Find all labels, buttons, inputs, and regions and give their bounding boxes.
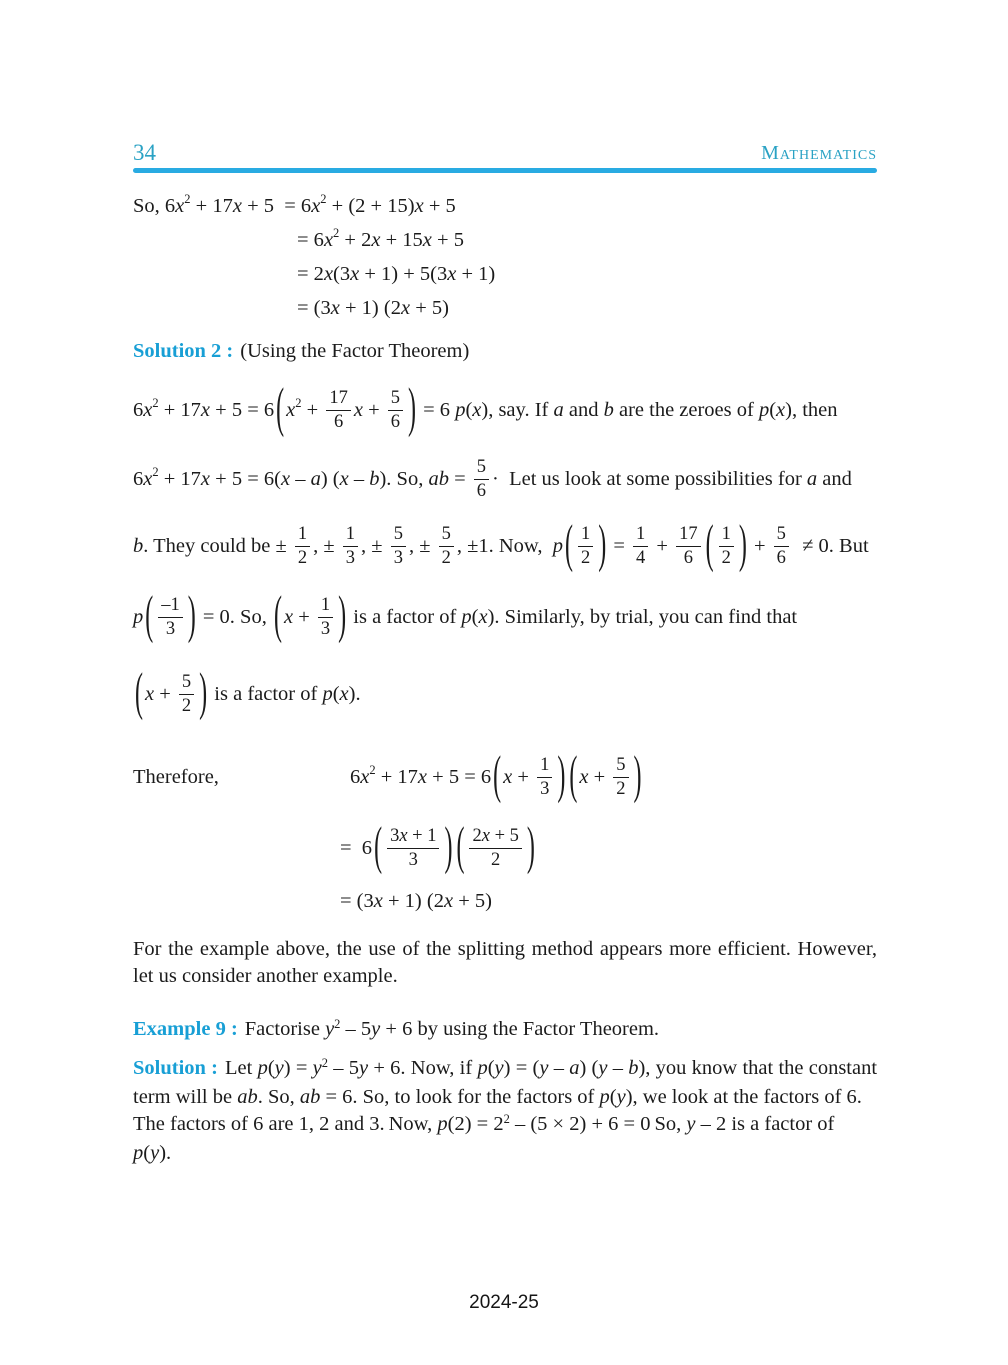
math-text: + (301, 399, 324, 421)
math-variable: x (280, 468, 291, 490)
math-text: Now, (388, 1113, 438, 1135)
math-variable: p (552, 535, 563, 557)
solution-text (133, 1057, 877, 1108)
denominator: 2 (441, 548, 451, 568)
math-text: + 5 (423, 195, 456, 217)
math-text: , ± (313, 535, 340, 557)
math-text: 3 (390, 826, 400, 846)
paren-left: ( (493, 747, 502, 805)
math-variable: x (399, 826, 408, 846)
denominator: 2 (491, 850, 501, 870)
math-variable: x (353, 399, 363, 421)
math-variable: x (200, 468, 211, 490)
numerator: 1 (578, 524, 593, 547)
denominator: 2 (580, 548, 591, 568)
fraction (537, 755, 552, 800)
math-variable: a (310, 468, 321, 490)
superscript: 2 (295, 396, 302, 410)
now-line (389, 1113, 651, 1135)
numerator: 5 (388, 388, 403, 411)
denominator: 3 (320, 619, 331, 639)
running-head: Mathematics (761, 142, 877, 164)
math-variable: p (133, 1142, 144, 1164)
math-text: is a factor of (209, 683, 323, 705)
math-text: · Let us look at some possibilities for (492, 468, 807, 490)
paren-right: ) (557, 747, 566, 805)
math-text: ), then (785, 399, 838, 421)
math-text: = 6. So, to look for the factors of (320, 1086, 600, 1108)
math-text: Let (225, 1057, 258, 1079)
denominator: 3 (165, 619, 176, 639)
paren-right: ) (338, 587, 347, 645)
math-variable: y (686, 1113, 696, 1135)
math-variable: x (417, 766, 428, 788)
math-text: ). (159, 1142, 172, 1164)
fraction (158, 595, 183, 640)
example9-line (133, 1016, 877, 1045)
math-text: – 2 is a factor of (695, 1113, 835, 1135)
numerator: 1 (318, 595, 333, 618)
math-text: ) = ( (503, 1057, 540, 1079)
fraction (326, 388, 351, 433)
fraction (318, 595, 333, 640)
fraction (391, 524, 406, 569)
math-text: + 5 = 6 (210, 399, 275, 421)
paren-right: ) (444, 818, 453, 876)
page-header (133, 141, 877, 165)
math-variable: x (400, 297, 411, 319)
math-text: = 6 (418, 399, 456, 421)
math-text: + 5 (489, 826, 519, 846)
math-text: + (293, 606, 315, 628)
math-text: So, (654, 1113, 687, 1135)
fraction (676, 524, 701, 569)
paren-left: ( (374, 818, 383, 876)
math-text: + 6. Now, if (368, 1057, 478, 1079)
solution2-heading (133, 338, 877, 364)
superscript: 2 (152, 465, 159, 479)
math-text: = 0. So, (197, 606, 272, 628)
math-text: and (817, 468, 852, 490)
math-text: ). So, (379, 468, 429, 490)
equation-line-d1 (350, 747, 644, 805)
fraction (719, 524, 734, 569)
header-rule (133, 168, 877, 173)
paren-right: ) (598, 516, 607, 574)
fraction (469, 826, 521, 871)
math-text: + 1) (456, 263, 496, 285)
paren-left: ( (705, 516, 714, 574)
math-text: 6 (133, 399, 144, 421)
math-variable: b (603, 399, 614, 421)
math-text: ≠ 0. But (791, 535, 869, 557)
math-text: – (290, 468, 311, 490)
numerator: 5 (774, 524, 789, 547)
page-content (133, 0, 877, 1167)
math-variable: y (371, 1018, 381, 1040)
math-text: – 5 (340, 1018, 372, 1040)
math-text: = 6 (340, 837, 373, 859)
math-text: The factors of 6 are 1, 2 and 3. (133, 1113, 385, 1135)
math-text: + 5) (410, 297, 449, 319)
superscript: 2 (369, 763, 376, 777)
math-text: + 2 (339, 229, 372, 251)
math-text: + 5 = 6( (210, 468, 281, 490)
math-variable: x (443, 890, 454, 912)
denominator: 3 (540, 779, 550, 799)
math-text: is a factor of (348, 606, 462, 628)
math-variable: p (455, 399, 466, 421)
math-text: + 1) (2 (382, 890, 444, 912)
math-variable: y (150, 1142, 160, 1164)
example9-text (245, 1018, 659, 1040)
math-variable: p (257, 1057, 268, 1079)
math-text: ). (348, 683, 361, 705)
math-variable: b (369, 468, 380, 490)
math-variable: x (323, 229, 334, 251)
math-text: + 17 (190, 195, 233, 217)
numerator: 1 (537, 755, 552, 778)
math-text: – (548, 1057, 570, 1079)
math-variable: x (478, 606, 488, 628)
math-text: ), say. If (481, 399, 554, 421)
superscript: 2 (184, 192, 191, 206)
math-text: + (651, 535, 674, 557)
equation-line-c4 (133, 589, 877, 646)
math-text: and (563, 399, 604, 421)
denominator: 2 (721, 548, 731, 568)
denominator: 3 (408, 850, 418, 870)
footer-year: 2024-25 (469, 1292, 539, 1313)
equation-line-d3 (340, 889, 877, 914)
math-text: = (3 (297, 297, 331, 319)
math-text: – (348, 468, 370, 490)
fraction (439, 524, 454, 569)
numerator: 1 (633, 524, 648, 547)
page-number: 34 (133, 140, 156, 165)
equation-line-c2 (133, 451, 877, 508)
math-variable: ab (237, 1086, 258, 1108)
math-text: ( (465, 399, 473, 421)
denominator: 6 (476, 481, 487, 501)
solution2-label: Solution 2 : (133, 340, 234, 362)
math-text: , ±1. Now, (456, 535, 553, 557)
paragraph-splitting: For the example above, the use of the splitting method appears more efficient. However, let us consider another example. (133, 938, 877, 987)
math-variable: x (323, 263, 334, 285)
paren-left: ( (145, 587, 154, 645)
denominator: 6 (333, 412, 344, 432)
math-variable: x (350, 263, 360, 285)
math-variable: x (143, 468, 153, 490)
equation-line-c1 (133, 379, 877, 440)
equation-line-c5 (133, 666, 877, 723)
math-variable: y (598, 1057, 608, 1079)
math-text: + 6 by using the Factor Theorem. (380, 1018, 660, 1040)
denominator: 6 (776, 548, 786, 568)
math-text: , ± (408, 535, 436, 557)
math-text: = 2 (297, 263, 324, 285)
fraction (474, 457, 489, 502)
math-text: . So, (257, 1086, 300, 1108)
math-text: ( (143, 1142, 151, 1164)
numerator: 5 (439, 524, 454, 547)
math-variable: a (569, 1057, 580, 1079)
superscript: 2 (333, 226, 340, 240)
therefore-label: Therefore, (133, 766, 219, 788)
math-variable: x (175, 195, 185, 217)
equation-line-2 (297, 228, 877, 253)
math-variable: x (339, 468, 349, 490)
math-text: – 5 (328, 1057, 359, 1079)
math-variable: x (481, 826, 490, 846)
numerator: 17 (676, 524, 701, 547)
math-text: ( (769, 399, 777, 421)
math-text: + (588, 766, 611, 788)
math-variable: p (758, 399, 770, 421)
math-text: + 1 (407, 826, 437, 846)
math-text: – (607, 1057, 629, 1079)
math-text: (2) = 2 (447, 1113, 504, 1135)
superscript: 2 (503, 1112, 510, 1126)
equation-line-d2 (340, 820, 877, 877)
equation-line-3 (297, 262, 877, 287)
math-text: ), you know that the constant term will be (133, 1057, 878, 1108)
math-text: + 17 (158, 468, 201, 490)
solution2-text: (Using the Factor Theorem) (240, 340, 470, 362)
numerator: –1 (158, 595, 183, 618)
fraction (633, 524, 648, 569)
paren-left: ( (456, 818, 465, 876)
math-text: = (3 (340, 890, 374, 912)
denominator: 4 (636, 548, 646, 568)
math-text: + (154, 683, 176, 705)
denominator: 2 (297, 548, 308, 568)
math-text: + (362, 399, 385, 421)
math-variable: x (330, 297, 340, 319)
math-variable: x (414, 195, 424, 217)
math-variable: a (553, 399, 564, 421)
math-text: ( (332, 683, 340, 705)
paren-left: ( (276, 379, 285, 440)
fraction (295, 524, 310, 569)
math-text: ) = (283, 1057, 313, 1079)
math-text: Factorise (244, 1018, 326, 1040)
math-variable: x (422, 229, 432, 251)
math-text: ), we look at the factors of 6. (625, 1086, 862, 1108)
math-variable: x (232, 195, 242, 217)
math-text: = (448, 468, 471, 490)
factors-line (133, 1113, 385, 1135)
math-text: So, 6 (133, 195, 176, 217)
math-text: + (2 + 15) (326, 195, 415, 217)
math-variable: p (133, 606, 144, 628)
math-text: (3 (333, 263, 351, 285)
math-text: 2 (472, 826, 482, 846)
numerator (469, 826, 521, 849)
math-variable: x (503, 766, 513, 788)
math-text: + 15 (380, 229, 423, 251)
math-variable: x (776, 399, 786, 421)
paren-right: ) (187, 587, 196, 645)
math-variable: y (616, 1086, 626, 1108)
math-text: = (608, 535, 631, 557)
numerator: 1 (343, 524, 358, 547)
numerator: 5 (474, 457, 489, 480)
fraction (387, 826, 439, 871)
math-variable: x (286, 399, 296, 421)
paren-left: ( (135, 664, 143, 722)
fraction (388, 388, 403, 433)
math-text: ( (267, 1057, 275, 1079)
math-text: – (5 × 2) + 6 = 0 (509, 1113, 651, 1135)
numerator: 5 (391, 524, 406, 547)
superscript: 2 (321, 1056, 328, 1070)
math-variable: y (359, 1057, 369, 1079)
math-variable: x (145, 683, 155, 705)
denominator: 3 (393, 548, 403, 568)
math-variable: y (325, 1018, 335, 1040)
math-variable: b (628, 1057, 639, 1079)
math-text: + 5 = 6 (241, 195, 312, 217)
math-variable: y (494, 1057, 504, 1079)
fraction (179, 672, 194, 717)
denominator: 2 (181, 696, 192, 716)
math-variable: y (274, 1057, 284, 1079)
math-variable: x (472, 399, 482, 421)
equation-line-c3 (133, 518, 877, 575)
math-text: are the zeroes of (613, 399, 759, 421)
math-variable: x (579, 766, 589, 788)
math-text: + 17 (375, 766, 418, 788)
superscript: 2 (334, 1017, 341, 1031)
example9-label: Example 9 : (133, 1018, 238, 1040)
math-text: + 5 = 6 (427, 766, 492, 788)
paren-left: ( (564, 516, 573, 574)
numerator: 1 (295, 524, 310, 547)
math-text: , ± (361, 535, 388, 557)
math-text: + 1) + 5(3 (359, 263, 448, 285)
solution-label: Solution : (133, 1057, 218, 1079)
math-text: + (748, 535, 771, 557)
math-variable: p (437, 1113, 448, 1135)
math-variable: x (200, 399, 211, 421)
numerator: 5 (179, 672, 194, 695)
math-text: ). Similarly, by trial, you can find that (487, 606, 798, 628)
therefore-line (133, 749, 877, 806)
math-variable: p (599, 1086, 610, 1108)
math-variable: x (373, 890, 383, 912)
paren-left: ( (569, 747, 578, 805)
math-variable: x (371, 229, 381, 251)
numerator: 1 (719, 524, 734, 547)
paren-right: ) (408, 379, 416, 440)
math-variable: b (133, 535, 144, 557)
numerator: 5 (613, 755, 628, 778)
numerator (387, 826, 439, 849)
math-text: . They could be ± (143, 535, 292, 557)
math-text: + 5) (453, 890, 492, 912)
equation-line-4 (297, 296, 877, 321)
fraction (774, 524, 789, 569)
math-text: 6 (133, 468, 144, 490)
solution-paragraph (133, 1055, 877, 1111)
math-text: + 5 (431, 229, 464, 251)
denominator: 3 (345, 548, 356, 568)
denominator: 2 (616, 779, 626, 799)
math-variable: y (312, 1057, 322, 1079)
math-variable: p (461, 606, 472, 628)
math-text: = 6 (297, 229, 324, 251)
paren-left: ( (273, 587, 282, 645)
math-variable: x (339, 683, 349, 705)
paren-right: ) (199, 664, 208, 722)
math-variable: x (311, 195, 321, 217)
math-variable: x (283, 606, 294, 628)
fraction (578, 524, 593, 569)
equation-line-1 (133, 194, 877, 219)
math-variable: x (360, 766, 370, 788)
paren-right: ) (738, 516, 747, 574)
math-variable: ab (428, 468, 449, 490)
numerator: 17 (326, 388, 351, 411)
math-variable: p (322, 683, 333, 705)
math-text: ( (487, 1057, 495, 1079)
fraction (343, 524, 358, 569)
math-variable: ab (299, 1086, 321, 1108)
math-variable: y (539, 1057, 549, 1079)
math-text: + 17 (158, 399, 201, 421)
math-text: ( (609, 1086, 617, 1108)
math-text: ( (471, 606, 479, 628)
denominator: 6 (683, 548, 693, 568)
fraction (613, 755, 628, 800)
denominator: 6 (390, 412, 400, 432)
math-text: + 1) (2 (339, 297, 401, 319)
math-text: + (512, 766, 535, 788)
math-variable: p (477, 1057, 488, 1079)
math-variable: x (447, 263, 457, 285)
math-text: ) ( (579, 1057, 599, 1079)
math-variable: a (806, 468, 818, 490)
paren-right: ) (633, 747, 642, 805)
math-variable: x (143, 399, 153, 421)
math-text: 6 (350, 766, 361, 788)
math-text: ) ( (320, 468, 340, 490)
superscript: 2 (152, 396, 159, 410)
paren-right: ) (526, 818, 535, 876)
superscript: 2 (320, 192, 327, 206)
